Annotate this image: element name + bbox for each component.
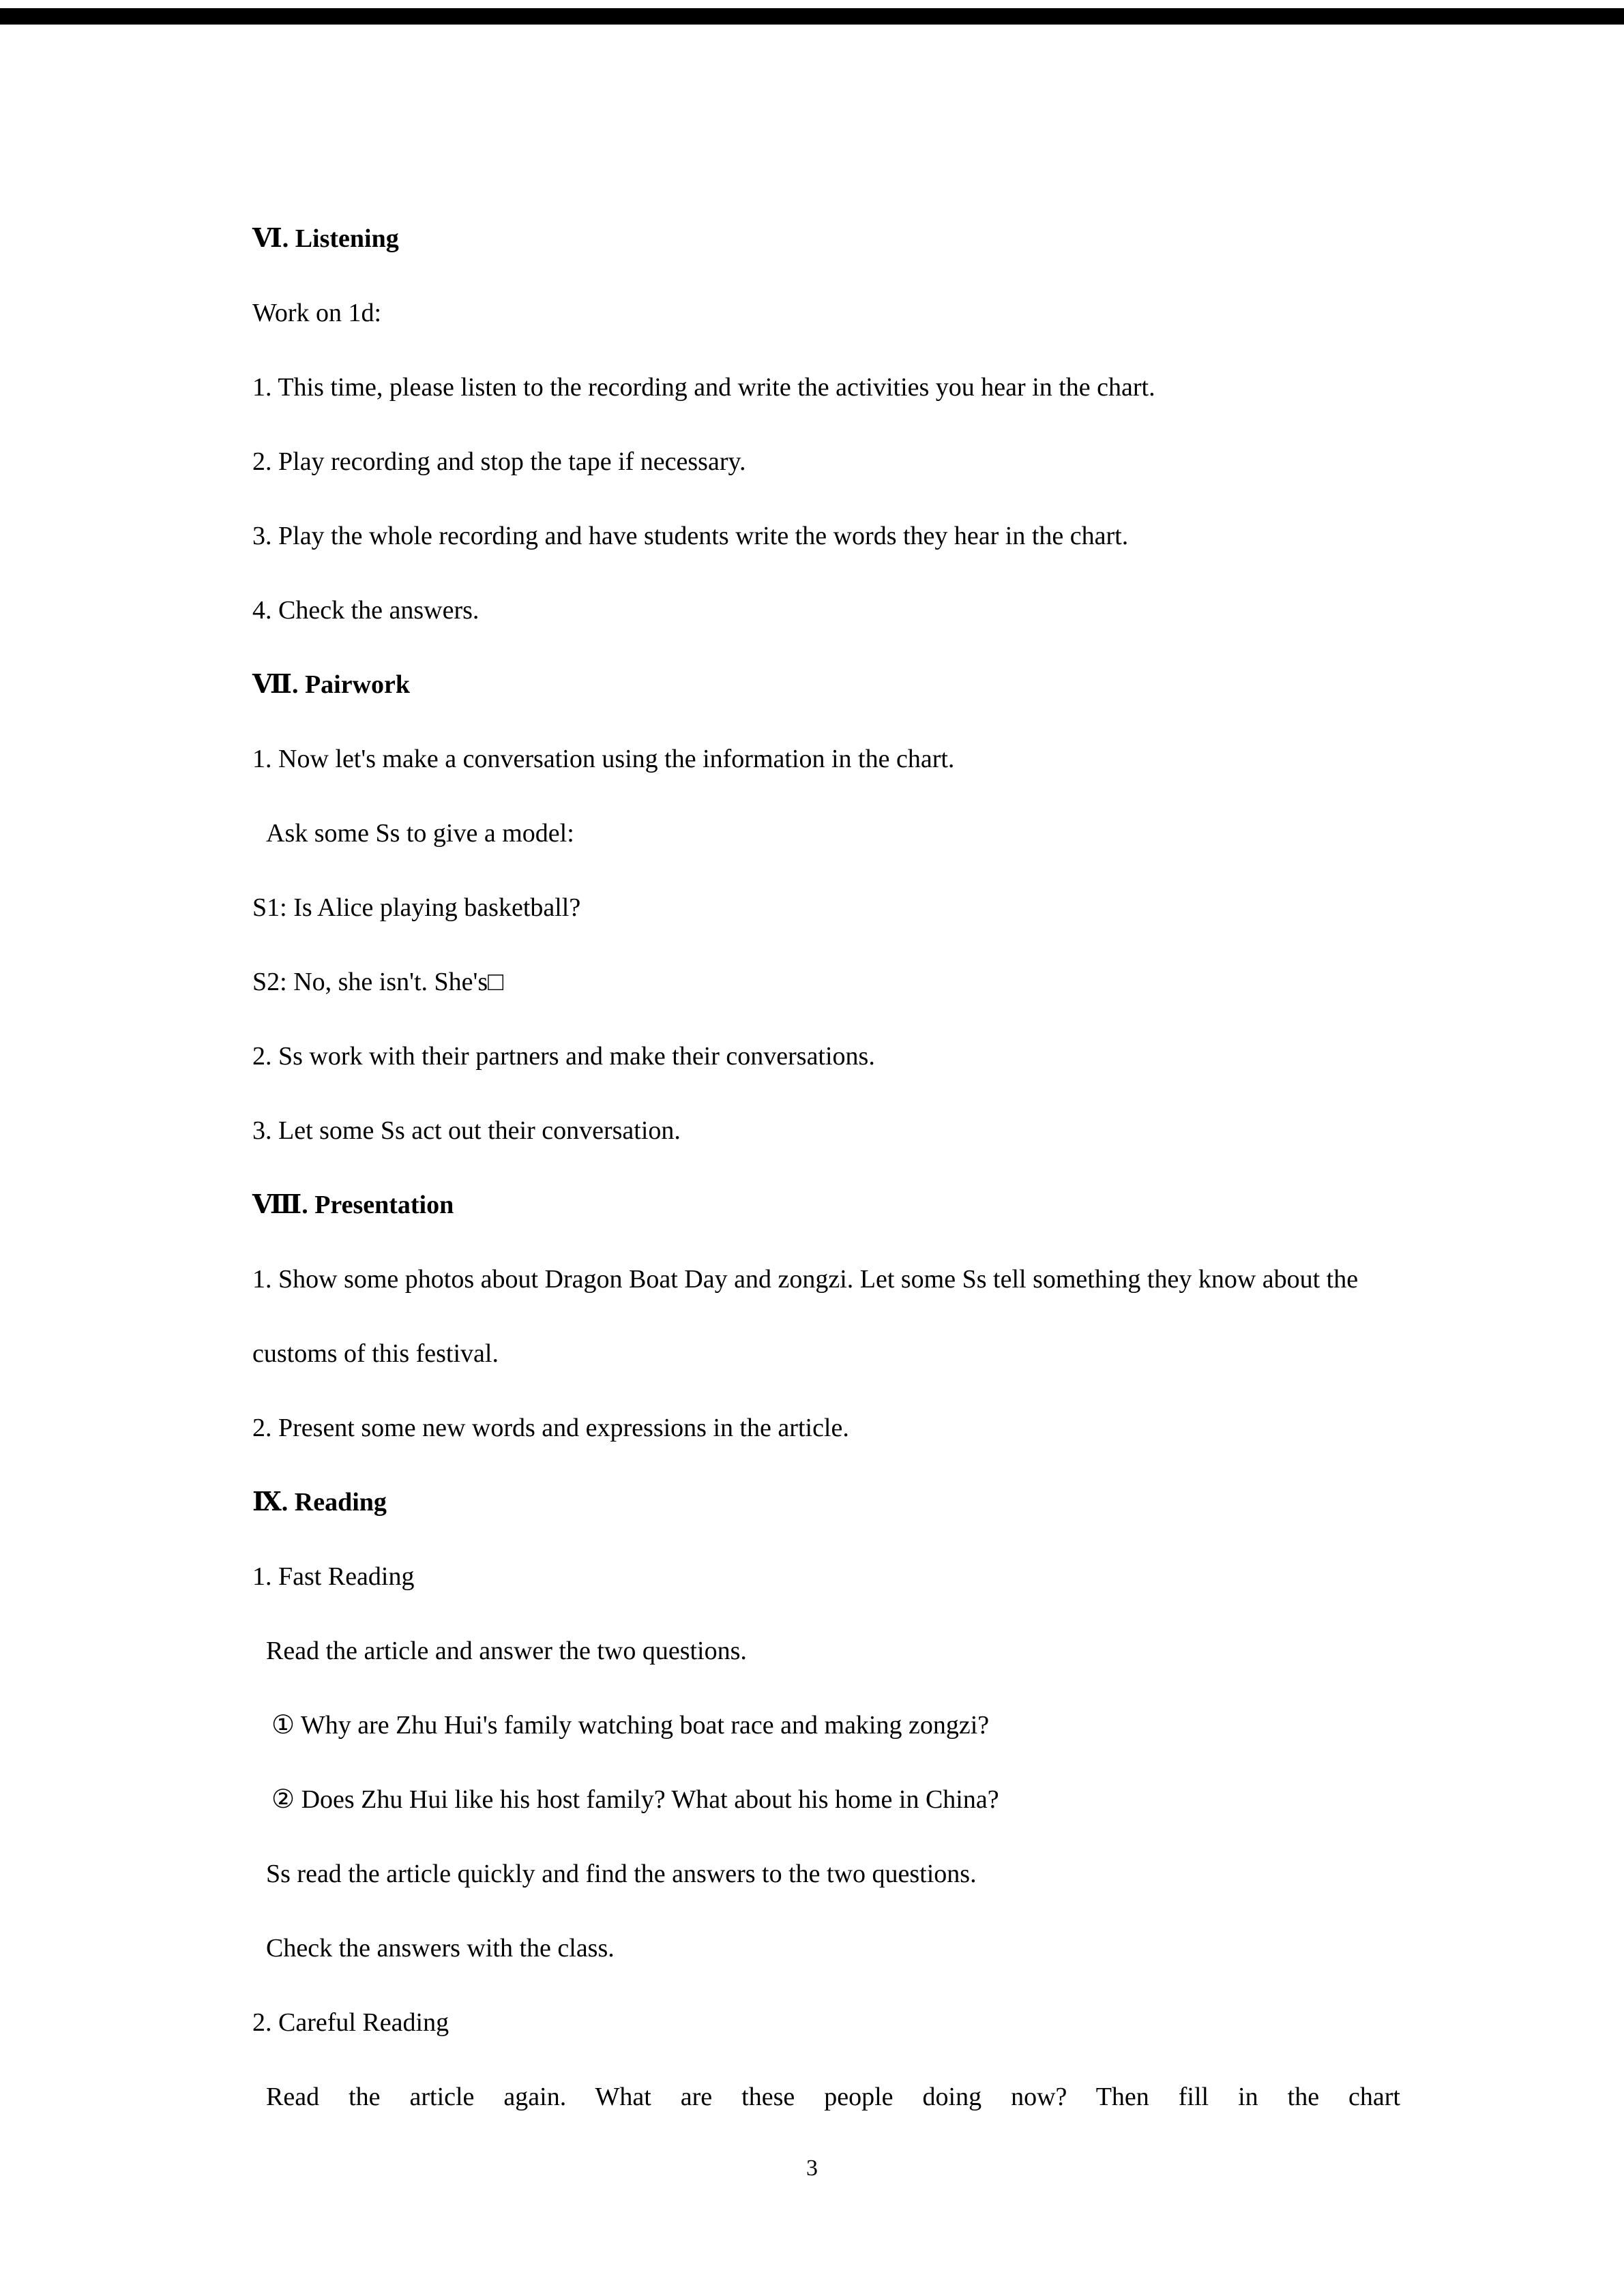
paragraph-fast-reading: 1. Fast Reading xyxy=(252,1562,415,1591)
paragraph-work-on-1d: Work on 1d: xyxy=(252,299,382,327)
paragraph-careful-reading: 2. Careful Reading xyxy=(252,2008,449,2037)
list-item-listening-2: 2. Play recording and stop the tape if necessary. xyxy=(252,447,746,476)
paragraph-check-answers: Check the answers with the class. xyxy=(266,1934,615,1963)
paragraph-model-prompt: Ask some Ss to give a model: xyxy=(266,819,574,848)
list-item-listening-4: 4. Check the answers. xyxy=(252,596,479,625)
document-body xyxy=(252,202,1400,2134)
section-heading-listening: Ⅵ. Listening xyxy=(252,224,399,253)
list-item-pairwork-1: 1. Now let's make a conversation using the information in the chart. xyxy=(252,745,955,773)
list-item-pairwork-2: 2. Ss work with their partners and make their conversations. xyxy=(252,1042,875,1071)
paragraph-s1-line: S1: Is Alice playing basketball? xyxy=(252,893,581,922)
paragraph-s2-line: S2: No, she isn't. She's□ xyxy=(252,968,504,996)
list-item-listening-3: 3. Play the whole recording and have students write the words they hear in the chart. xyxy=(252,522,1129,550)
paragraph-careful-reading-task: Read the article again. What are these people doing now? Then fill in the chart xyxy=(266,2083,1400,2111)
section-heading-pairwork: Ⅶ. Pairwork xyxy=(252,670,411,699)
question-item-2: ② Does Zhu Hui like his host family? What about his home in China? xyxy=(271,1785,999,1814)
question-item-1: ① Why are Zhu Hui's family watching boat race and making zongzi? xyxy=(271,1711,990,1740)
paragraph-ss-read: Ss read the article quickly and find the answers to the two questions. xyxy=(266,1860,977,1888)
list-item-pairwork-3: 3. Let some Ss act out their conversation. xyxy=(252,1116,681,1145)
list-item-listening-1: 1. This time, please listen to the recording and write the activities you hear in the chart. xyxy=(252,373,1155,402)
paragraph-fast-reading-task: Read the article and answer the two questions. xyxy=(266,1637,747,1665)
list-item-presentation-2: 2. Present some new words and expressions in the article. xyxy=(252,1414,849,1442)
section-heading-presentation: Ⅷ. Presentation xyxy=(252,1191,454,1219)
list-item-presentation-1: 1. Show some photos about Dragon Boat Day and zongzi. Let some Ss tell something they know about the customs of this festival. xyxy=(252,1265,1359,1368)
page-top-border xyxy=(0,8,1624,25)
section-heading-reading: Ⅸ. Reading xyxy=(252,1488,387,1517)
page-number: 3 xyxy=(806,2156,818,2181)
